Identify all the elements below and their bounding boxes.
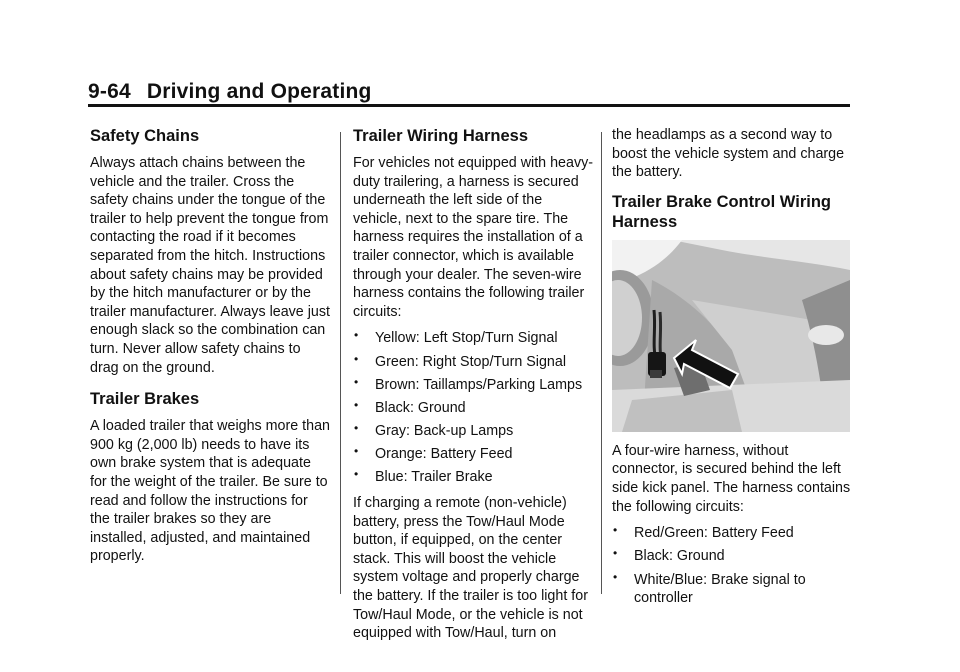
list-item: • Brown: Taillamps/Parking Lamps	[354, 374, 583, 393]
page-header	[88, 80, 372, 104]
list-item: • Black: Ground	[613, 546, 725, 565]
list-item: • Gray: Back-up Lamps	[354, 421, 514, 440]
page-number: 9-64	[88, 80, 131, 103]
charging-paragraph: If charging a remote (non-vehicle) battery, press the Tow/Haul Mode button, if equipped, on the center stack. This will boost the vehicle system voltage and properly charge the battery. If the trailer is too light for Tow/Haul Mode, or the vehicle is not equipped with Tow/Haul, turn on	[353, 495, 588, 642]
wiring-harness-heading: Trailer Wiring Harness	[353, 127, 528, 145]
column-3	[612, 126, 852, 615]
list-item: • Yellow: Left Stop/Turn Signal	[354, 328, 558, 347]
brake-control-heading: Trailer Brake Control Wiring Harness	[612, 192, 831, 231]
bullet-icon: •	[613, 569, 618, 584]
brake-control-circuit-list	[612, 524, 852, 608]
header-rule	[88, 104, 850, 107]
list-item: • Orange: Battery Feed	[354, 444, 513, 463]
section-title: Driving and Operating	[146, 80, 372, 103]
bullet-icon: •	[354, 397, 359, 412]
column-divider-2	[601, 132, 602, 594]
wiring-harness-intro: For vehicles not equipped with heavy-duty trailering, a harness is secured underneath the left side of the vehicle, next to the spare tire. The harness requires the installation of a trailer connector, which is available through your dealer. The seven-wire harness contains the following trailer circuits:	[353, 155, 594, 320]
column-divider-1	[340, 132, 341, 594]
kick-panel-photo	[612, 240, 850, 432]
continuation-paragraph: the headlamps as a second way to boost the vehicle system and charge the battery.	[612, 127, 845, 181]
list-item: • Red/Green: Battery Feed	[613, 523, 794, 542]
trailer-brakes-heading: Trailer Brakes	[90, 390, 200, 409]
bullet-icon: •	[354, 328, 359, 343]
column-1	[90, 126, 330, 574]
bullet-icon: •	[613, 523, 618, 538]
bullet-icon: •	[354, 421, 359, 436]
brake-control-body: A four-wire harness, without connector, is secured behind the left side kick panel. The harness contains the following circuits:	[612, 442, 851, 515]
list-item: • White/Blue: Brake signal to controller	[613, 569, 806, 607]
trailer-brakes-body: A loaded trailer that weighs more than 900 kg (2,000 lb) needs to have its own brake system that is adequate for the weight of the trailer. Be sure to read and follow the instructions for the trailer brakes so they are installed, adjusted, and maintained properly.	[90, 418, 331, 565]
bullet-icon: •	[354, 444, 359, 459]
trailer-circuit-list	[353, 329, 593, 487]
list-item: • Black: Ground	[354, 397, 466, 416]
kick-panel-illustration	[612, 240, 850, 432]
safety-chains-heading: Safety Chains	[90, 127, 200, 145]
list-item: • Blue: Trailer Brake	[354, 467, 493, 486]
bullet-icon: •	[613, 546, 618, 561]
bullet-icon: •	[354, 351, 359, 366]
bullet-icon: •	[354, 374, 359, 389]
bullet-icon: •	[354, 467, 359, 482]
column-2	[353, 126, 593, 651]
list-item: • Green: Right Stop/Turn Signal	[354, 351, 566, 370]
safety-chains-body: Always attach chains between the vehicle and the trailer. Cross the safety chains under the tongue of the trailer to help prevent the tongue from contacting the road if it becomes separated from the hitch. Instructions about safety chains may be provided by the hitch manufacturer or by the trailer manufacturer. Always leave just enough slack so the combination can turn. Never allow safety chains to drag on the ground.	[90, 155, 330, 376]
